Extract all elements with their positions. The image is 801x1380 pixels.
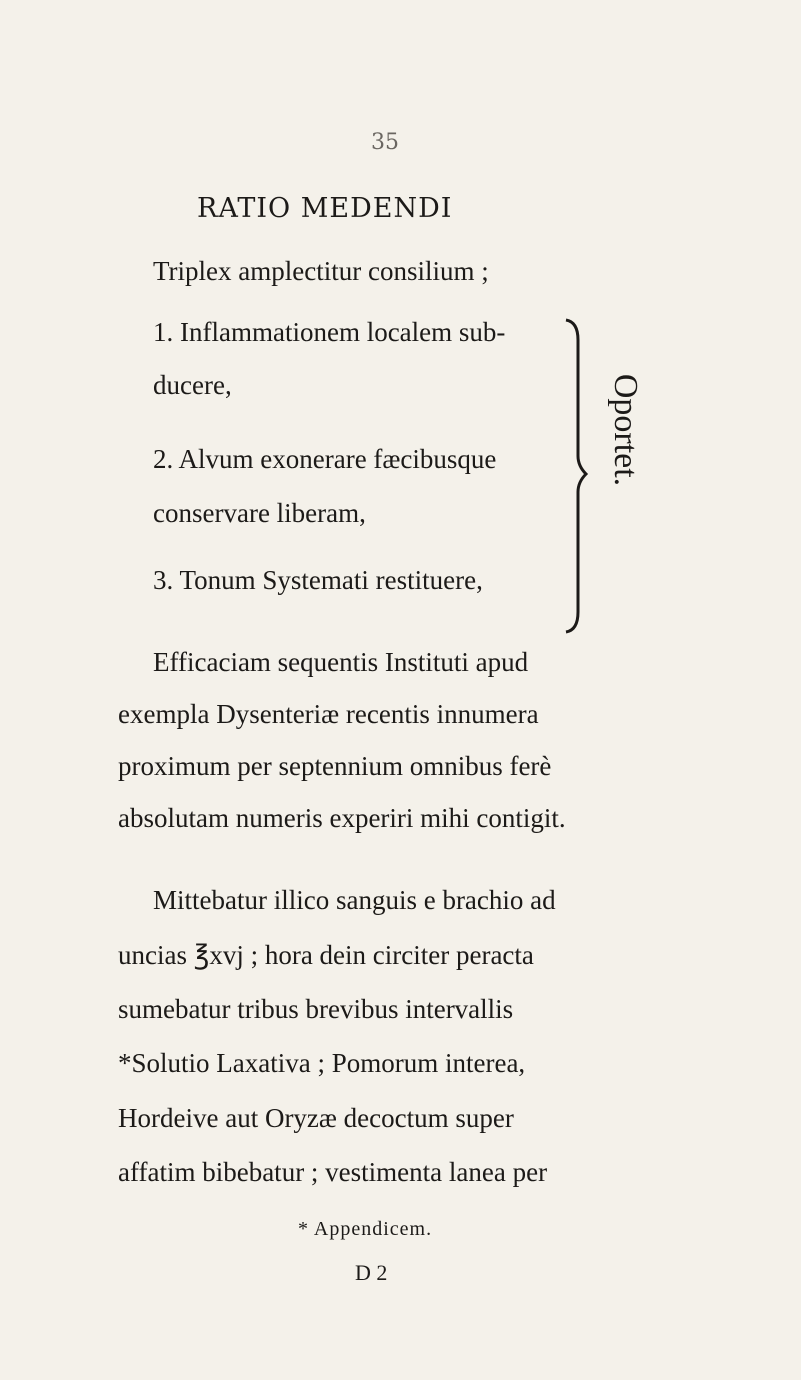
paragraph-1-line-2: exempla Dysenteriæ recentis innumera — [118, 699, 539, 729]
item-2-line-2: conservare liberam, — [153, 498, 366, 528]
paragraph-2-line-3: sumebatur tribus brevibus intervallis — [118, 994, 514, 1024]
section-heading: RATIO MEDENDI — [197, 193, 453, 224]
paragraph-1-line-1: Efficaciam sequentis Instituti apud — [153, 647, 529, 677]
paragraph-2-line-5: Hordeive aut Oryzæ decoctum super — [118, 1103, 514, 1133]
paragraph-2-line-6: affatim bibebatur ; vestimenta lanea per — [118, 1157, 548, 1187]
paragraph-1-line-4: absolutam numeris experiri mihi contigit. — [118, 803, 566, 833]
footnote: * Appendicem. — [298, 1218, 433, 1240]
bracket-label — [600, 355, 650, 505]
intro-line: Triplex amplectitur consilium ; — [153, 256, 489, 286]
paragraph-2-line-2: uncias ℥xvj ; hora dein circiter peracta — [118, 940, 534, 970]
item-1-line-1: 1. Inflammationem localem sub- — [153, 317, 506, 347]
paragraph-2-line-1: Mittebatur illico sanguis e brachio ad — [153, 885, 556, 915]
paragraph-2-line-4: *Solutio Laxativa ; Pomorum interea, — [118, 1048, 526, 1078]
page-number: 35 — [371, 130, 399, 155]
item-3-line-1: 3. Tonum Systemati restituere, — [153, 565, 483, 595]
item-2-line-1: 2. Alvum exonerare fæcibusque — [153, 444, 497, 474]
item-1-line-2: ducere, — [153, 370, 232, 400]
paragraph-1-line-3: proximum per septennium omnibus ferè — [118, 751, 552, 781]
right-curly-brace — [556, 316, 596, 636]
oportet-label: Oportet. — [607, 373, 644, 487]
signature-mark: D 2 — [355, 1260, 388, 1285]
